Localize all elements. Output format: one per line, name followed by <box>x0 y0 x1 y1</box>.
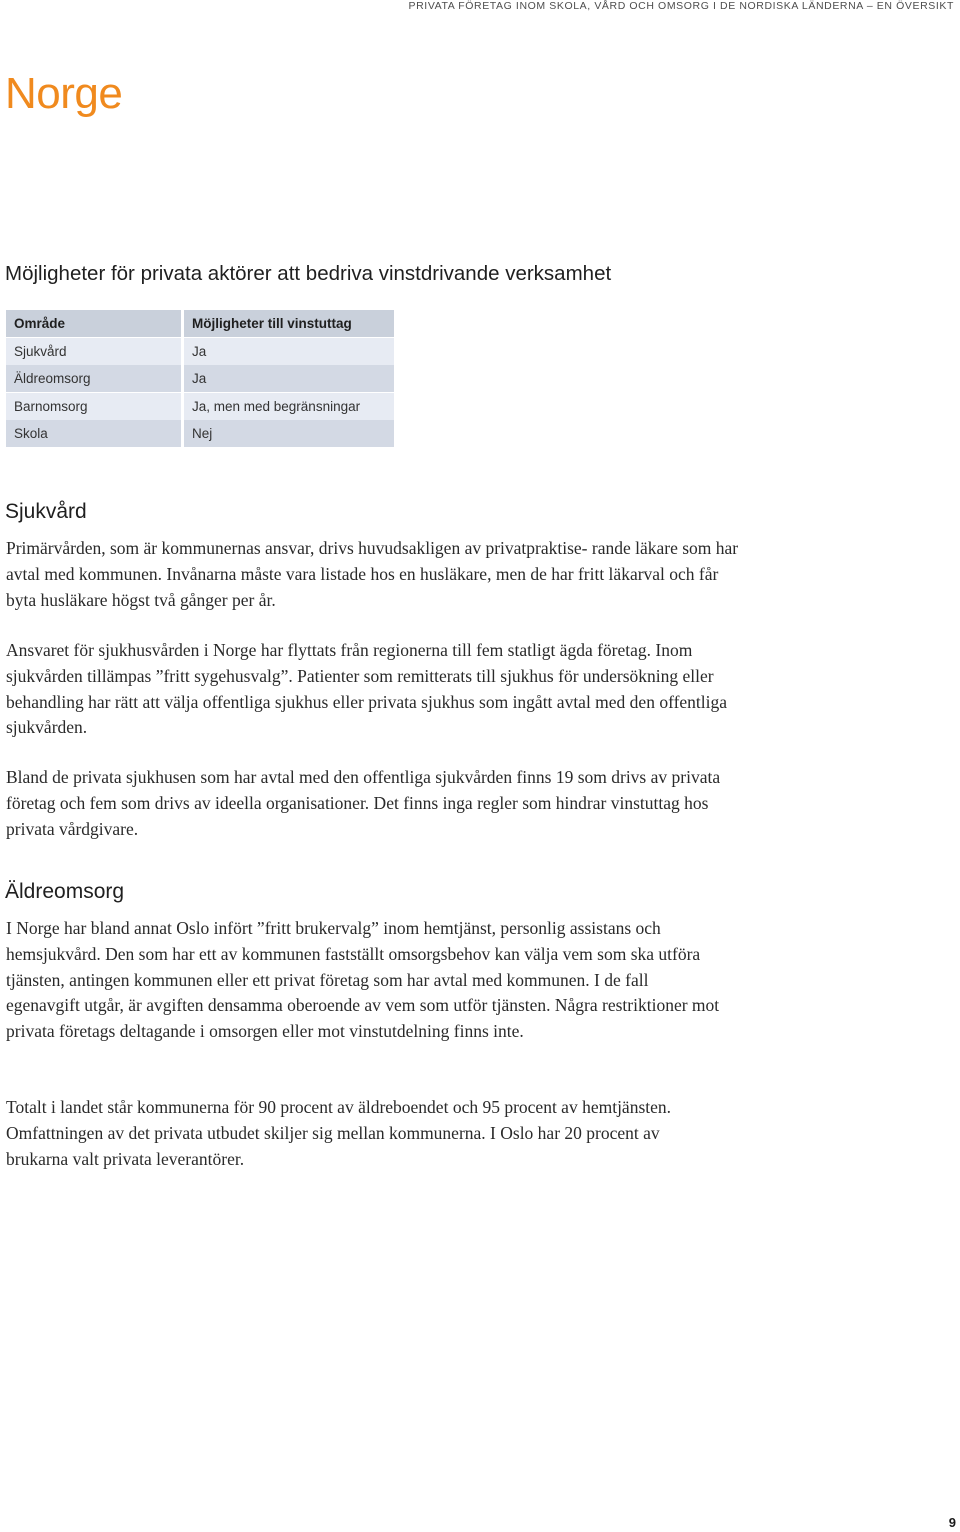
column-header-area: Område <box>6 310 181 337</box>
paragraph: Primärvården, som är kommunernas ansvar, drivs huvudsakligen av privatpraktise- rande läkare som har avtal med kommunen. Invånarna måste vara listade hos en husläkare, men de har fritt läkarval och får byta husläkare högst två gånger per år. <box>6 538 739 610</box>
table-heading: Möjligheter för privata aktörer att bedriva vinstdrivande verksamhet <box>5 262 612 285</box>
paragraph: I Norge har bland annat Oslo infört ”fritt brukervalg” inom hemtjänst, personlig assistans och hemsjukvård. Den som har ett av kommunen fastställt omsorgsbehov kan välja vem som ska utföra tjänsten, antingen kommunen eller ett privat företag som har avtal med kommunen. I de fall egenavgift utgår, är avgiften densamma oberoende av vem som utför tjänsten. Några restriktioner mot privata företags deltagande i omsorgen eller mot vinstutdelning finns inte. <box>6 918 720 1042</box>
running-header: PRIVATA FÖRETAG INOM SKOLA, VÅRD OCH OMSORG I DE NORDISKA LÄNDERNA – EN ÖVERSIKT <box>408 0 954 12</box>
table-cell-area: Skola <box>6 420 181 447</box>
table-cell-area: Sjukvård <box>6 338 181 365</box>
table-cell-area: Äldreomsorg <box>6 365 181 392</box>
profit-possibilities-table <box>6 310 394 448</box>
paragraph: Bland de privata sjukhusen som har avtal med den offentliga sjukvården finns 19 som drivs av privata företag och fem som drivs av ideella organisationer. Det finns inga regler som hindrar vinstuttag hos privata vårdgivare. <box>6 767 721 839</box>
table-row <box>6 393 394 420</box>
table-cell-profit: Nej <box>184 420 394 447</box>
table-header-row <box>6 310 394 337</box>
table-cell-area: Barnomsorg <box>6 393 181 420</box>
table-row <box>6 365 394 392</box>
table-cell-profit: Ja, men med begränsningar <box>184 393 394 420</box>
table-row <box>6 338 394 365</box>
table-cell-profit: Ja <box>184 338 394 365</box>
page-number: 9 <box>948 1515 956 1530</box>
table-row <box>6 420 394 447</box>
paragraph: Totalt i landet står kommunerna för 90 procent av äldreboendet och 95 procent av hemtjänsten. Omfattningen av det privata utbudet skiljer sig mellan kommunerna. I Oslo har 20 procent av brukarna valt privata leverantörer. <box>6 1097 672 1169</box>
paragraph: Ansvaret för sjukhusvården i Norge har flyttats från regionerna till fem statligt ägda företag. Inom sjukvården tillämpas ”fritt sygehusvalg”. Patienter som remitterats till sjukhus för undersökning eller behandling har rätt att välja offentliga sjukhus eller privata sjukhus som ingått avtal med den offentliga sjukvården. <box>6 640 728 738</box>
section-heading-aldreomsorg: Äldreomsorg <box>5 880 125 903</box>
table-cell-profit: Ja <box>184 365 394 392</box>
column-header-profit: Möjligheter till vinstuttag <box>184 310 394 337</box>
section-heading-sjukvard: Sjukvård <box>5 500 87 523</box>
page-title: Norge <box>5 69 123 118</box>
